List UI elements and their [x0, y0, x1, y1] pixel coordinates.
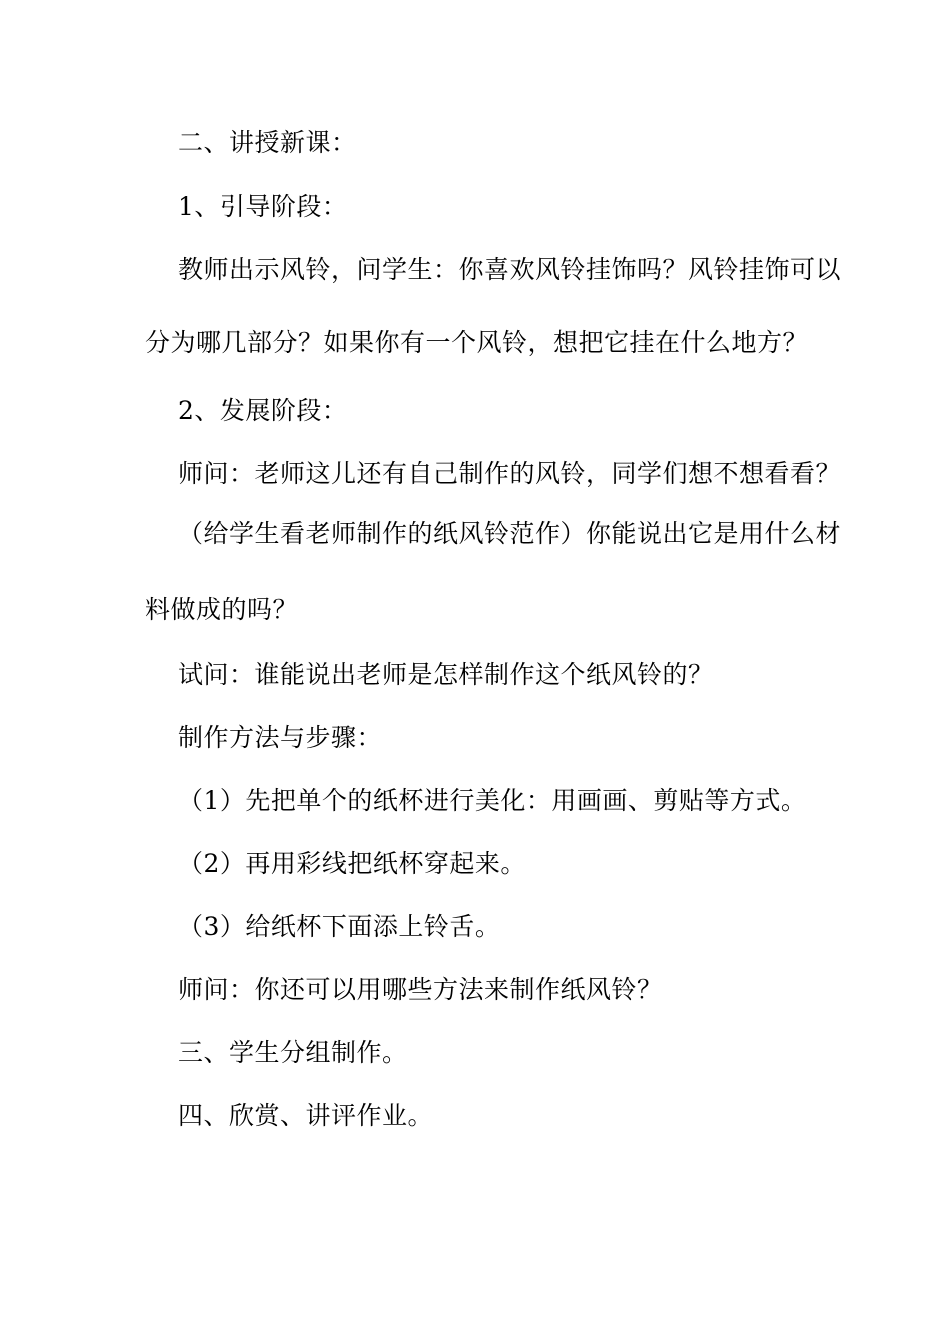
paragraph-line: 料做成的吗？ — [145, 595, 299, 624]
paragraph-line: 师问：老师这儿还有自己制作的风铃，同学们想不想看看？ — [178, 459, 842, 488]
section-heading-review: 四、欣赏、讲评作业。 — [178, 1101, 434, 1130]
subsection-heading-develop: 2、发展阶段： — [178, 396, 348, 425]
subsection-heading-guide: 1、引导阶段： — [178, 192, 348, 221]
paragraph-line: 教师出示风铃，问学生：你喜欢风铃挂饰吗？风铃挂饰可以 — [178, 255, 842, 284]
paragraph-line: （给学生看老师制作的纸风铃范作）你能说出它是用什么材 — [178, 519, 842, 548]
section-heading-teaching: 二、讲授新课： — [178, 128, 357, 157]
step-item: （3）给纸杯下面添上铃舌。 — [178, 912, 501, 941]
paragraph-line: 试问：谁能说出老师是怎样制作这个纸风铃的？ — [178, 660, 714, 689]
steps-heading: 制作方法与步骤： — [178, 723, 383, 752]
step-item: （1）先把单个的纸杯进行美化：用画画、剪贴等方式。 — [178, 786, 807, 815]
step-item: （2）再用彩线把纸杯穿起来。 — [178, 849, 526, 878]
section-heading-group-work: 三、学生分组制作。 — [178, 1038, 408, 1067]
paragraph-line: 分为哪几部分？如果你有一个风铃，想把它挂在什么地方？ — [145, 328, 809, 357]
paragraph-line: 师问：你还可以用哪些方法来制作纸风铃？ — [178, 975, 663, 1004]
